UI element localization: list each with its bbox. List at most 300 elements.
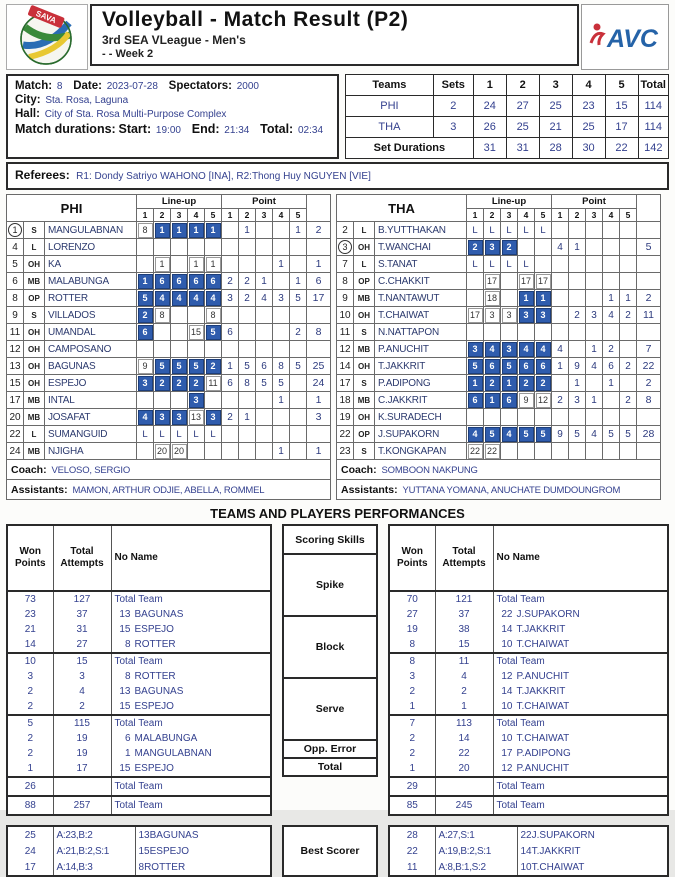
libero-mark: L [540, 224, 546, 236]
point-cell: 2 [603, 341, 620, 358]
won-points-value: 5 [7, 715, 53, 731]
best-scorer-number: 8 [138, 861, 145, 873]
lineup-cell [484, 290, 501, 307]
lineup-cell [188, 443, 205, 460]
lineup-cell [501, 324, 518, 341]
point-cell: 6 [603, 358, 620, 375]
performance-section [389, 591, 668, 653]
lineup-set-number: 2 [154, 209, 171, 222]
performance-player-number: 1 [124, 748, 131, 759]
lineup-cell [484, 239, 501, 256]
lineup-cell [535, 273, 552, 290]
lineup-cell [137, 392, 154, 409]
total-label: Total: [260, 122, 294, 136]
performance-row [389, 746, 668, 761]
point-cell [552, 307, 569, 324]
player-row [337, 341, 661, 358]
row-total: 6 [307, 273, 331, 290]
best-scorer-number: 13 [138, 829, 150, 841]
point-cell [552, 290, 569, 307]
performance-player-name: Total Team [114, 781, 163, 792]
starter-box: 5 [468, 359, 483, 374]
point-cell: 5 [620, 426, 637, 443]
point-cell: 3 [569, 392, 586, 409]
player-name: P.ADIPONG [375, 375, 467, 392]
performance-section [7, 591, 271, 653]
point-cell: 9 [552, 426, 569, 443]
player-number: 10 [337, 307, 354, 324]
lineup-cell [467, 307, 484, 324]
coach-cell [7, 460, 331, 480]
lineup-cell [137, 341, 154, 358]
point-cell [290, 392, 307, 409]
point-cell [603, 409, 620, 426]
won-points-value: 10 [7, 653, 53, 669]
set-durations-label: Set Durations [346, 138, 474, 159]
player-name: INTAL [45, 392, 137, 409]
player-position: S [354, 375, 375, 392]
lineup-cell [188, 222, 205, 239]
starter-box: 4 [536, 342, 551, 357]
row-total: 3 [307, 409, 331, 426]
phi-performance [6, 524, 272, 816]
best-scorer-breakdown: A:27,S:1 [435, 826, 517, 843]
lineup-set-number: 2 [484, 209, 501, 222]
sets-team-row [346, 96, 669, 117]
svg-text:AVC: AVC [607, 25, 658, 53]
won-points-header: Won Points [389, 525, 435, 591]
performance-player-name: Total Team [496, 594, 545, 605]
match-label: Match: [15, 80, 53, 92]
lineup-cell [518, 443, 535, 460]
point-cell [603, 222, 620, 239]
player-name: T.NANTAWUT [375, 290, 467, 307]
lineup-cell [535, 239, 552, 256]
lineup-cell [171, 392, 188, 409]
point-cell: 1 [239, 222, 256, 239]
attempts-value: 4 [53, 684, 111, 699]
starter-box: 1 [155, 223, 170, 238]
point-cell: 4 [256, 290, 273, 307]
lineup-cell [484, 273, 501, 290]
point-cell: 8 [239, 375, 256, 392]
point-cell: 1 [273, 256, 290, 273]
performance-player-number: 12 [501, 763, 513, 774]
point-cell [273, 307, 290, 324]
lineup-cell [535, 358, 552, 375]
player-row [337, 375, 661, 392]
best-scorer-row [6, 825, 669, 877]
referees-bar [6, 162, 669, 190]
tha-performance-table [388, 524, 669, 816]
won-points-value: 3 [389, 669, 435, 684]
point-cell [569, 290, 586, 307]
lineup-cell [154, 307, 171, 324]
point-cell [620, 239, 637, 256]
lineup-cell [484, 392, 501, 409]
lineup-cell [535, 324, 552, 341]
attempts-value: 19 [53, 731, 111, 746]
attempts-value: 1 [435, 699, 493, 715]
starter-box: 6 [536, 359, 551, 374]
point-cell [239, 426, 256, 443]
player-name: C.CHAKKIT [375, 273, 467, 290]
city-label: City: [15, 94, 41, 106]
point-cell [222, 256, 239, 273]
sets-header-cell: Sets [433, 75, 473, 96]
row-total: 2 [307, 222, 331, 239]
best-scorer-number: 14 [520, 845, 532, 857]
performance-player-cell [493, 715, 668, 731]
lineup-cell [188, 341, 205, 358]
point-cell: 1 [273, 443, 290, 460]
lineup-cell [535, 290, 552, 307]
performance-player-cell [111, 637, 271, 653]
point-cell [586, 273, 603, 290]
best-scorer-number: 22 [520, 829, 532, 841]
point-cell [586, 409, 603, 426]
point-cell: 1 [603, 290, 620, 307]
starter-box: 5 [189, 359, 204, 374]
row-total [307, 426, 331, 443]
lineup-cell [137, 443, 154, 460]
row-total: 5 [637, 239, 661, 256]
performance-player-name: P.ANUCHIT [516, 671, 570, 682]
best-scorer-name: ROTTER [144, 861, 186, 873]
phi-team-sheet [6, 194, 331, 500]
point-cell: 2 [620, 307, 637, 324]
point-cell: 3 [586, 307, 603, 324]
total-attempts-header: Total Attempts [435, 525, 493, 591]
player-position: OP [354, 426, 375, 443]
starter-box: 5 [206, 325, 221, 340]
starter-box: 6 [172, 274, 187, 289]
point-cell [239, 443, 256, 460]
best-scorer-row [7, 826, 271, 843]
lineup-cell [501, 290, 518, 307]
city-value: Sta. Rosa, Laguna [45, 95, 129, 106]
sub-box: 9 [138, 359, 153, 374]
point-cell [586, 222, 603, 239]
best-scorer-points: 17 [7, 859, 53, 876]
lineup-cell [501, 426, 518, 443]
performance-player-cell [111, 761, 271, 777]
player-row [7, 222, 331, 239]
lineup-cell [171, 273, 188, 290]
performance-player-cell [111, 653, 271, 669]
player-number: 19 [337, 409, 354, 426]
row-total: 11 [637, 307, 661, 324]
skill-spike-label: Spike [282, 555, 378, 617]
starter-box: 6 [519, 359, 534, 374]
player-number: 5 [7, 256, 24, 273]
starter-box: 2 [138, 308, 153, 323]
assistants-row [337, 480, 661, 500]
starter-box: 5 [536, 427, 551, 442]
libero-mark: L [193, 428, 199, 440]
row-total [637, 256, 661, 273]
total-attempts-header: Total Attempts [53, 525, 111, 591]
total-column-header [637, 195, 661, 222]
spectators-label: Spectators: [168, 80, 232, 92]
won-points-value: 27 [389, 607, 435, 622]
player-position: L [24, 426, 45, 443]
performance-row [7, 669, 271, 684]
performance-summary-section [7, 796, 271, 815]
lineup-cell [518, 358, 535, 375]
point-cell: 4 [552, 239, 569, 256]
lineup-cell [188, 239, 205, 256]
lineup-cell [137, 239, 154, 256]
attempts-value: 121 [435, 591, 493, 607]
player-row [7, 375, 331, 392]
lineup-cell [467, 392, 484, 409]
point-cell [222, 443, 239, 460]
lineup-cell [467, 239, 484, 256]
performance-row [389, 591, 668, 607]
point-cell: 6 [256, 358, 273, 375]
sub-box: 20 [155, 444, 170, 459]
tha-lineup-table [336, 194, 661, 500]
tha-best-scorer [388, 825, 669, 877]
skill-block-label: Block [282, 617, 378, 679]
player-position: MB [24, 443, 45, 460]
performance-row [7, 699, 271, 715]
lineup-cell [467, 324, 484, 341]
point-cell: 2 [552, 392, 569, 409]
point-cell [620, 256, 637, 273]
starter-box: 5 [519, 427, 534, 442]
lineup-cell [188, 426, 205, 443]
player-name: P.ANUCHIT [375, 341, 467, 358]
point-cell [273, 273, 290, 290]
starter-box: 2 [206, 359, 221, 374]
lineup-set-number: 3 [501, 209, 518, 222]
sets-cell: THA [346, 117, 434, 138]
player-number: 18 [337, 392, 354, 409]
best-scorer-name: J.SUPAKORN [531, 829, 595, 841]
lineup-cell [535, 375, 552, 392]
starter-box: 2 [155, 376, 170, 391]
point-cell: 2 [239, 273, 256, 290]
performance-player-name: Total Team [496, 718, 545, 729]
date-label: Date: [73, 80, 102, 92]
best-scorer-row [389, 859, 668, 876]
point-cell [603, 324, 620, 341]
lineup-group-header: Line-up [467, 195, 552, 209]
attempts-value: 113 [435, 715, 493, 731]
scoring-skills-header: Scoring Skills [282, 524, 378, 555]
point-cell [239, 239, 256, 256]
lineup-cell [535, 256, 552, 273]
point-cell [239, 341, 256, 358]
point-cell [569, 256, 586, 273]
set-duration-cell: 22 [605, 138, 638, 159]
point-cell: 1 [290, 273, 307, 290]
player-row [337, 273, 661, 290]
won-points-value: 88 [7, 796, 53, 815]
total-column-header [307, 195, 331, 222]
performance-player-name: Total Team [114, 656, 163, 667]
lineup-cell [467, 443, 484, 460]
starter-box: 1 [536, 291, 551, 306]
point-cell [569, 273, 586, 290]
performance-player-name: MANGULABNAN [134, 748, 212, 759]
lineup-cell [154, 273, 171, 290]
attempts-value: 27 [53, 637, 111, 653]
point-cell [569, 222, 586, 239]
starter-box: 4 [206, 291, 221, 306]
point-cell: 6 [222, 324, 239, 341]
point-cell [569, 443, 586, 460]
lineup-cell [205, 392, 222, 409]
avc-logo [581, 4, 669, 70]
sets-cell: 23 [572, 96, 605, 117]
assistants-row [7, 480, 331, 500]
best-scorer-name: T.JAKKRIT [531, 845, 581, 857]
best-scorer-points: 25 [7, 826, 53, 843]
player-number: 9 [7, 307, 24, 324]
sub-box: 17 [536, 274, 551, 289]
player-position: MB [354, 392, 375, 409]
attempts-value: 127 [53, 591, 111, 607]
player-position: OH [354, 409, 375, 426]
lineup-cell [501, 392, 518, 409]
sub-box: 8 [155, 308, 170, 323]
sets-cell: 26 [473, 117, 506, 138]
starter-box: 1 [172, 223, 187, 238]
performance-player-number: 14 [501, 686, 513, 697]
performance-header-row [389, 525, 668, 591]
coach-row [7, 460, 331, 480]
won-points-value: 7 [389, 715, 435, 731]
row-total: 1 [307, 443, 331, 460]
week-label: - - Week 2 [102, 48, 154, 60]
best-scorer-label: Best Scorer [282, 825, 378, 877]
sub-box: 3 [502, 308, 517, 323]
starter-box: 1 [468, 376, 483, 391]
phi-performance-table [6, 524, 272, 816]
info-row [6, 74, 669, 159]
best-scorer-points: 11 [389, 859, 435, 876]
performance-player-name: ESPEJO [134, 701, 174, 712]
starter-box: 3 [206, 410, 221, 425]
point-cell: 1 [239, 409, 256, 426]
player-number: 22 [7, 426, 24, 443]
captain-circle: 1 [8, 223, 22, 237]
performance-player-name: Total Team [114, 800, 163, 811]
starter-box: 3 [468, 342, 483, 357]
player-name: KA [45, 256, 137, 273]
attempts-value [435, 777, 493, 796]
point-cell [290, 341, 307, 358]
point-cell [222, 239, 239, 256]
player-number: 24 [7, 443, 24, 460]
point-cell [620, 324, 637, 341]
point-cell: 1 [586, 341, 603, 358]
performance-player-name: T.CHAIWAT [516, 701, 570, 712]
performance-row [389, 653, 668, 669]
phi-best-scorer [6, 825, 272, 877]
lineup-cell [484, 426, 501, 443]
svg-text:SAVA: SAVA [34, 8, 58, 26]
performance-player-name: P.ANUCHIT [516, 763, 570, 774]
won-points-value: 2 [7, 746, 53, 761]
libero-mark: L [489, 224, 495, 236]
sets-cell: 114 [638, 117, 668, 138]
point-cell [552, 409, 569, 426]
best-scorer-points: 28 [389, 826, 435, 843]
best-scorer-player [135, 826, 271, 843]
starter-box: 4 [519, 342, 534, 357]
lineup-cell [467, 375, 484, 392]
lineup-cell [484, 341, 501, 358]
lineup-cell [484, 358, 501, 375]
performance-player-cell [111, 591, 271, 607]
lineup-cell [518, 273, 535, 290]
attempts-value: 2 [435, 684, 493, 699]
point-cell [603, 239, 620, 256]
performance-player-cell [111, 607, 271, 622]
sub-box: 17 [519, 274, 534, 289]
sub-box: 15 [189, 325, 204, 340]
performance-row [7, 684, 271, 699]
point-cell: 3 [222, 290, 239, 307]
point-cell [256, 324, 273, 341]
point-cell [586, 239, 603, 256]
point-cell [569, 324, 586, 341]
performance-player-cell [493, 637, 668, 653]
player-number [337, 239, 354, 256]
assistants-names: MAMON, ARTHUR ODJIE, ABELLA, ROMMEL [72, 484, 265, 496]
won-points-value: 85 [389, 796, 435, 815]
lineup-cell [154, 409, 171, 426]
performance-row [7, 761, 271, 777]
won-points-value: 23 [7, 607, 53, 622]
player-number: 20 [7, 409, 24, 426]
lineup-cell [484, 409, 501, 426]
avc-icon [585, 17, 665, 57]
performance-player-number: 8 [124, 671, 131, 682]
performance-player-name: Total Team [114, 718, 163, 729]
row-total: 28 [637, 426, 661, 443]
point-set-number: 2 [239, 209, 256, 222]
row-total: 8 [637, 392, 661, 409]
set-scores-table [345, 74, 669, 159]
sava-logo [6, 4, 88, 70]
best-scorer-name: BAGUNAS [149, 829, 199, 841]
player-row [337, 256, 661, 273]
best-scorer-player [135, 843, 271, 859]
league-subtitle: 3rd SEA VLeague - Men's [102, 33, 246, 47]
starter-box: 4 [502, 427, 517, 442]
player-row [337, 307, 661, 324]
performance-section [389, 715, 668, 777]
starter-box: 1 [519, 291, 534, 306]
player-position: OP [24, 290, 45, 307]
attempts-value: 19 [53, 746, 111, 761]
player-name: T.CHAIWAT [375, 307, 467, 324]
lineup-cell [171, 443, 188, 460]
libero-mark: L [472, 258, 478, 270]
performance-player-cell [493, 746, 668, 761]
performance-player-number: 10 [501, 639, 513, 650]
attempts-value: 20 [435, 761, 493, 777]
performance-player-number: 13 [119, 609, 131, 620]
lineup-header-row [337, 195, 661, 209]
lineup-set-number: 5 [535, 209, 552, 222]
point-cell [239, 324, 256, 341]
